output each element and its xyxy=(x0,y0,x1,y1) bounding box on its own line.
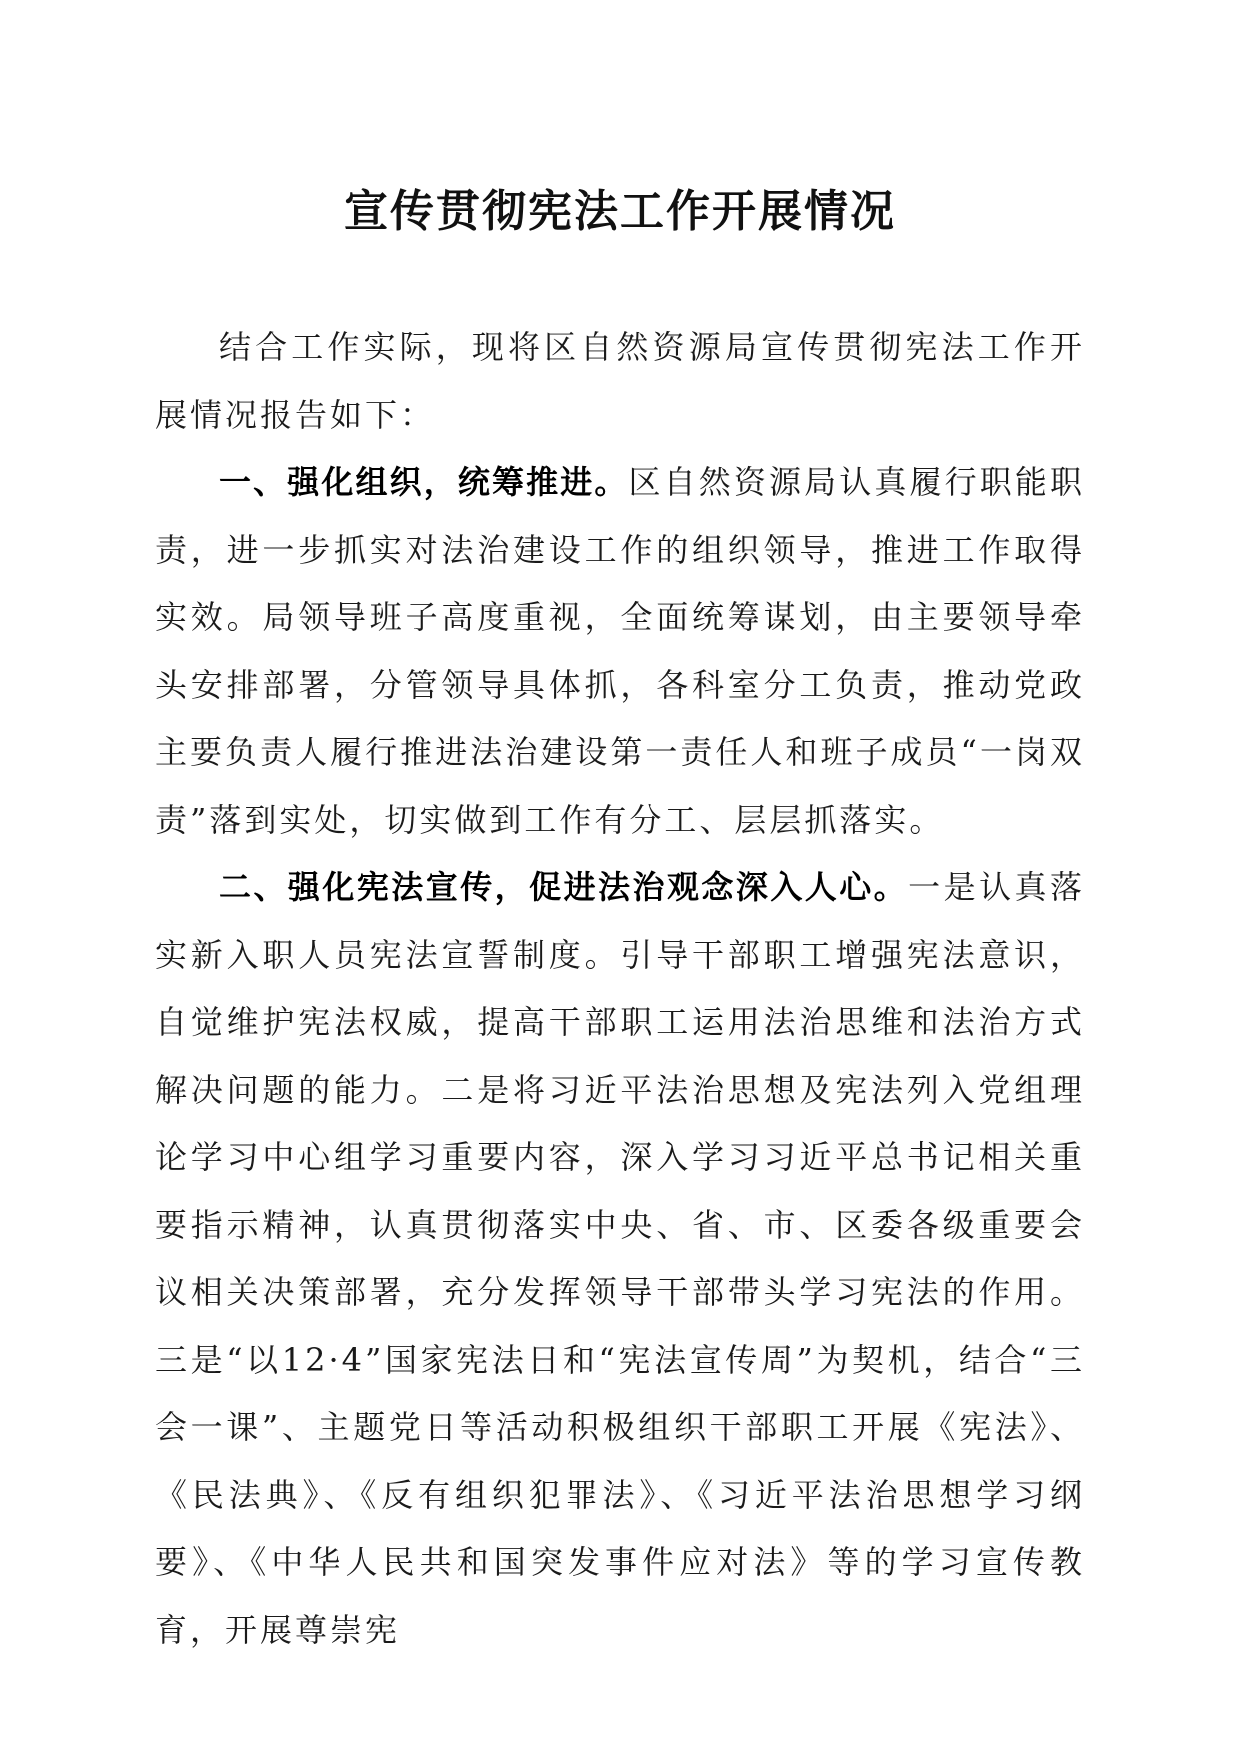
section-2-text: 一是认真落实新入职人员宪法宣誓制度。引导干部职工增强宪法意识，自觉维护宪法权威，提高干部职工运用法治思维和法治方式解决问题的能力。二是将习近平法治思想及宪法列入党组理论学习中心组学习重要内容，深入学习习近平总书记相关重要指示精神，认真贯彻落实中央、省、市、区委各级重要会议相关决策部署，充分发挥领导干部带头学习宪法的作用。三是“以12·4”国家宪法日和“宪法宣传周”为契机，结合“三会一课”、主题党日等活动积极组织干部职工开展《宪法》、《民法典》、《反有组织犯罪法》、《习近平法治思想学习纲要》、《中华人民共和国突发事件应对法》等的学习宣传教育，开展尊崇宪 xyxy=(155,868,1085,1649)
section-2-heading: 二、强化宪法宣传，促进法治观念深入人心。 xyxy=(219,868,909,906)
section-1-heading: 一、强化组织，统筹推进。 xyxy=(219,463,629,501)
page-title: 宣传贯彻宪法工作开展情况 xyxy=(344,186,896,237)
section-1-text: 区自然资源局认真履行职能职责，进一步抓实对法治建设工作的组织领导，推进工作取得实效。局领导班子高度重视，全面统筹谋划，由主要领导牵头安排部署，分管领导具体抓，各科室分工负责，推动党政主要负责人履行推进法治建设第一责任人和班子成员“一岗双责”落到实处，切实做到工作有分工、层层抓落实。 xyxy=(155,463,1085,839)
intro-paragraph: 结合工作实际，现将区自然资源局宣传贯彻宪法工作开展情况报告如下： xyxy=(155,328,1085,434)
document-body xyxy=(155,314,1085,1664)
section-1-paragraph xyxy=(155,449,1085,854)
section-2-paragraph xyxy=(155,854,1085,1664)
